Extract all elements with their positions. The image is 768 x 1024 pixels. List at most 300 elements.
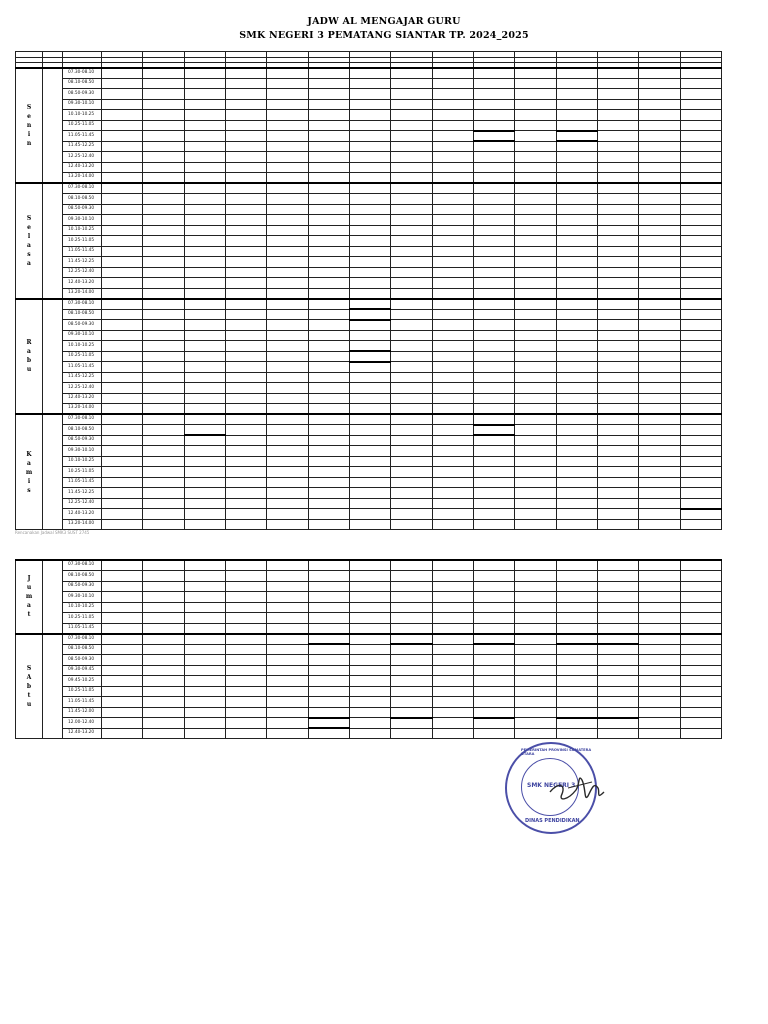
schedule-cell bbox=[102, 655, 143, 666]
schedule-cell bbox=[680, 141, 721, 152]
schedule-cell bbox=[143, 362, 184, 373]
schedule-cell bbox=[556, 120, 597, 131]
schedule-cell bbox=[556, 623, 597, 634]
schedule-cell bbox=[680, 131, 721, 142]
schedule-cell bbox=[473, 152, 514, 163]
schedule-cell bbox=[143, 571, 184, 582]
schedule-cell bbox=[597, 141, 638, 152]
schedule-cell bbox=[639, 288, 680, 299]
schedule-cell bbox=[184, 446, 225, 457]
schedule-cell bbox=[680, 278, 721, 289]
schedule-cell bbox=[391, 78, 432, 89]
schedule-cell bbox=[225, 488, 266, 499]
schedule-cell bbox=[184, 330, 225, 341]
schedule-cell bbox=[184, 623, 225, 634]
schedule-cell bbox=[225, 99, 266, 110]
schedule-cell bbox=[515, 581, 556, 592]
schedule-cell bbox=[473, 467, 514, 478]
schedule-cell bbox=[597, 602, 638, 613]
time-slot: 08.10-08.50 bbox=[63, 78, 102, 89]
table-row bbox=[16, 665, 722, 676]
schedule-cell bbox=[515, 425, 556, 436]
schedule-cell bbox=[102, 571, 143, 582]
schedule-cell bbox=[639, 99, 680, 110]
schedule-cell bbox=[556, 131, 597, 142]
schedule-cell bbox=[639, 257, 680, 268]
table-row bbox=[16, 236, 722, 247]
schedule-cell bbox=[556, 299, 597, 310]
schedule-cell bbox=[184, 383, 225, 394]
schedule-cell bbox=[639, 446, 680, 457]
time-slot: 09.45-10.25 bbox=[63, 676, 102, 687]
schedule-cell bbox=[432, 425, 473, 436]
schedule-cell bbox=[639, 509, 680, 520]
schedule-cell bbox=[473, 718, 514, 729]
schedule-cell bbox=[308, 362, 349, 373]
schedule-cell bbox=[515, 351, 556, 362]
schedule-cell bbox=[639, 488, 680, 499]
schedule-cell bbox=[639, 571, 680, 582]
schedule-cell bbox=[639, 309, 680, 320]
day-label: R a b u bbox=[16, 299, 43, 415]
schedule-cell bbox=[473, 707, 514, 718]
schedule-cell bbox=[102, 162, 143, 173]
time-slot: 13.20-14.00 bbox=[63, 519, 102, 530]
schedule-cell bbox=[391, 215, 432, 226]
schedule-cell bbox=[225, 655, 266, 666]
schedule-cell bbox=[556, 509, 597, 520]
schedule-cell bbox=[391, 519, 432, 530]
schedule-cell bbox=[102, 267, 143, 278]
time-slot: 11.45-12.25 bbox=[63, 372, 102, 383]
schedule-cell bbox=[225, 707, 266, 718]
schedule-cell bbox=[102, 309, 143, 320]
schedule-cell bbox=[515, 194, 556, 205]
schedule-cell bbox=[102, 120, 143, 131]
schedule-cell bbox=[349, 718, 390, 729]
schedule-cell bbox=[515, 393, 556, 404]
schedule-cell bbox=[680, 173, 721, 184]
schedule-cell bbox=[473, 634, 514, 645]
table-row bbox=[16, 162, 722, 173]
schedule-cell bbox=[680, 372, 721, 383]
schedule-cell bbox=[225, 309, 266, 320]
schedule-cell bbox=[102, 446, 143, 457]
schedule-cell bbox=[225, 613, 266, 624]
schedule-cell bbox=[143, 141, 184, 152]
schedule-cell bbox=[432, 456, 473, 467]
schedule-cell bbox=[225, 435, 266, 446]
schedule-cell bbox=[391, 183, 432, 194]
schedule-cell bbox=[432, 225, 473, 236]
schedule-cell bbox=[102, 183, 143, 194]
schedule-cell bbox=[102, 676, 143, 687]
schedule-cell bbox=[184, 309, 225, 320]
schedule-cell bbox=[184, 341, 225, 352]
schedule-cell bbox=[267, 446, 308, 457]
schedule-cell bbox=[349, 131, 390, 142]
schedule-cell bbox=[473, 435, 514, 446]
schedule-cell bbox=[267, 152, 308, 163]
schedule-cell bbox=[432, 467, 473, 478]
schedule-cell bbox=[184, 404, 225, 415]
schedule-cell bbox=[597, 498, 638, 509]
schedule-cell bbox=[391, 341, 432, 352]
schedule-cell bbox=[349, 309, 390, 320]
time-slot: 08.10-08.50 bbox=[63, 571, 102, 582]
schedule-cell bbox=[143, 236, 184, 247]
schedule-cell bbox=[184, 498, 225, 509]
schedule-cell bbox=[680, 404, 721, 415]
schedule-cell bbox=[432, 78, 473, 89]
schedule-cell bbox=[267, 120, 308, 131]
schedule-cell bbox=[391, 435, 432, 446]
schedule-cell bbox=[102, 194, 143, 205]
time-slot: 08.50-09.30 bbox=[63, 655, 102, 666]
schedule-cell bbox=[349, 341, 390, 352]
schedule-cell bbox=[267, 477, 308, 488]
schedule-cell bbox=[597, 707, 638, 718]
schedule-cell bbox=[391, 141, 432, 152]
schedule-cell bbox=[267, 89, 308, 100]
time-slot: 08.10-08.50 bbox=[63, 309, 102, 320]
schedule-cell bbox=[556, 655, 597, 666]
schedule-cell bbox=[639, 204, 680, 215]
schedule-cell bbox=[102, 404, 143, 415]
schedule-cell bbox=[225, 498, 266, 509]
schedule-cell bbox=[639, 68, 680, 79]
schedule-cell bbox=[515, 110, 556, 121]
table-row bbox=[16, 697, 722, 708]
schedule-cell bbox=[184, 372, 225, 383]
stamp-bottom-text: DINAS PENDIDIKAN bbox=[525, 818, 580, 824]
schedule-cell bbox=[473, 215, 514, 226]
schedule-cell bbox=[432, 509, 473, 520]
schedule-cell bbox=[143, 613, 184, 624]
schedule-cell bbox=[308, 183, 349, 194]
schedule-cell bbox=[102, 707, 143, 718]
schedule-cell bbox=[267, 613, 308, 624]
schedule-cell bbox=[680, 351, 721, 362]
schedule-cell bbox=[432, 676, 473, 687]
schedule-cell bbox=[556, 665, 597, 676]
schedule-table-page1 bbox=[15, 51, 722, 530]
schedule-cell bbox=[267, 341, 308, 352]
schedule-cell bbox=[473, 623, 514, 634]
schedule-cell bbox=[143, 246, 184, 257]
time-slot: 09.30-10.10 bbox=[63, 330, 102, 341]
schedule-cell bbox=[473, 267, 514, 278]
schedule-cell bbox=[515, 467, 556, 478]
schedule-cell bbox=[639, 560, 680, 571]
schedule-cell bbox=[515, 215, 556, 226]
schedule-cell bbox=[597, 383, 638, 394]
schedule-cell bbox=[639, 602, 680, 613]
schedule-cell bbox=[597, 676, 638, 687]
schedule-cell bbox=[267, 592, 308, 603]
schedule-cell bbox=[102, 152, 143, 163]
schedule-cell bbox=[184, 634, 225, 645]
schedule-cell bbox=[349, 267, 390, 278]
schedule-cell bbox=[267, 194, 308, 205]
schedule-cell bbox=[597, 68, 638, 79]
schedule-cell bbox=[515, 131, 556, 142]
schedule-cell bbox=[432, 393, 473, 404]
time-slot: 12.40-13.20 bbox=[63, 728, 102, 739]
schedule-cell bbox=[267, 299, 308, 310]
schedule-cell bbox=[143, 68, 184, 79]
schedule-cell bbox=[432, 581, 473, 592]
schedule-cell bbox=[349, 330, 390, 341]
schedule-cell bbox=[391, 246, 432, 257]
schedule-cell bbox=[597, 173, 638, 184]
time-slot: 09.30-10.10 bbox=[63, 215, 102, 226]
schedule-cell bbox=[184, 78, 225, 89]
schedule-cell bbox=[184, 676, 225, 687]
time-slot: 10.10-10.25 bbox=[63, 225, 102, 236]
schedule-cell bbox=[225, 446, 266, 457]
schedule-cell bbox=[308, 110, 349, 121]
schedule-cell bbox=[267, 330, 308, 341]
schedule-cell bbox=[308, 299, 349, 310]
schedule-cell bbox=[597, 571, 638, 582]
schedule-cell bbox=[515, 686, 556, 697]
schedule-cell bbox=[267, 236, 308, 247]
schedule-cell bbox=[515, 414, 556, 425]
schedule-cell bbox=[597, 425, 638, 436]
schedule-cell bbox=[225, 288, 266, 299]
schedule-cell bbox=[556, 257, 597, 268]
schedule-cell bbox=[225, 623, 266, 634]
schedule-cell bbox=[680, 362, 721, 373]
table-row bbox=[16, 435, 722, 446]
schedule-cell bbox=[102, 225, 143, 236]
table-row bbox=[16, 488, 722, 499]
schedule-cell bbox=[680, 665, 721, 676]
schedule-cell bbox=[680, 257, 721, 268]
schedule-cell bbox=[473, 194, 514, 205]
schedule-cell bbox=[680, 162, 721, 173]
schedule-cell bbox=[597, 665, 638, 676]
schedule-cell bbox=[308, 246, 349, 257]
schedule-cell bbox=[225, 68, 266, 79]
schedule-cell bbox=[267, 728, 308, 739]
schedule-cell bbox=[432, 99, 473, 110]
schedule-cell bbox=[556, 141, 597, 152]
schedule-cell bbox=[556, 288, 597, 299]
table-row bbox=[16, 634, 722, 645]
schedule-cell bbox=[391, 571, 432, 582]
schedule-cell bbox=[391, 644, 432, 655]
schedule-cell bbox=[308, 120, 349, 131]
schedule-cell bbox=[102, 435, 143, 446]
table-row bbox=[16, 299, 722, 310]
schedule-cell bbox=[391, 362, 432, 373]
schedule-cell bbox=[639, 383, 680, 394]
table-row bbox=[16, 718, 722, 729]
schedule-cell bbox=[308, 236, 349, 247]
table-row bbox=[16, 560, 722, 571]
day-label: S e n i n bbox=[16, 68, 43, 184]
schedule-cell bbox=[597, 718, 638, 729]
schedule-cell bbox=[143, 257, 184, 268]
schedule-cell bbox=[102, 425, 143, 436]
day-label: K a m i s bbox=[16, 414, 43, 530]
schedule-cell bbox=[225, 404, 266, 415]
schedule-cell bbox=[143, 718, 184, 729]
schedule-cell bbox=[597, 435, 638, 446]
schedule-cell bbox=[184, 393, 225, 404]
schedule-cell bbox=[639, 581, 680, 592]
schedule-cell bbox=[308, 351, 349, 362]
schedule-cell bbox=[143, 309, 184, 320]
schedule-cell bbox=[308, 623, 349, 634]
time-slot: 07.30-08.10 bbox=[63, 414, 102, 425]
schedule-cell bbox=[432, 204, 473, 215]
schedule-cell bbox=[515, 257, 556, 268]
schedule-cell bbox=[639, 120, 680, 131]
schedule-cell bbox=[473, 320, 514, 331]
schedule-cell bbox=[680, 320, 721, 331]
schedule-cell bbox=[556, 686, 597, 697]
time-slot: 13.20-14.00 bbox=[63, 404, 102, 415]
schedule-cell bbox=[639, 404, 680, 415]
schedule-cell bbox=[184, 592, 225, 603]
schedule-cell bbox=[102, 215, 143, 226]
schedule-cell bbox=[597, 267, 638, 278]
schedule-cell bbox=[349, 99, 390, 110]
schedule-cell bbox=[308, 519, 349, 530]
schedule-cell bbox=[184, 581, 225, 592]
schedule-cell bbox=[391, 120, 432, 131]
time-slot: 10.25-11.05 bbox=[63, 467, 102, 478]
schedule-cell bbox=[515, 183, 556, 194]
schedule-cell bbox=[349, 665, 390, 676]
schedule-cell bbox=[639, 341, 680, 352]
schedule-cell bbox=[184, 215, 225, 226]
schedule-cell bbox=[515, 634, 556, 645]
schedule-cell bbox=[267, 351, 308, 362]
schedule-cell bbox=[680, 288, 721, 299]
schedule-cell bbox=[597, 655, 638, 666]
schedule-cell bbox=[515, 644, 556, 655]
schedule-cell bbox=[391, 655, 432, 666]
schedule-cell bbox=[473, 162, 514, 173]
schedule-cell bbox=[308, 571, 349, 582]
schedule-cell bbox=[143, 602, 184, 613]
schedule-cell bbox=[267, 425, 308, 436]
schedule-cell bbox=[349, 225, 390, 236]
schedule-cell bbox=[102, 414, 143, 425]
schedule-cell bbox=[267, 644, 308, 655]
schedule-cell bbox=[680, 393, 721, 404]
schedule-cell bbox=[432, 655, 473, 666]
schedule-cell bbox=[473, 110, 514, 121]
schedule-cell bbox=[432, 320, 473, 331]
schedule-cell bbox=[597, 644, 638, 655]
schedule-cell bbox=[680, 560, 721, 571]
schedule-cell bbox=[267, 665, 308, 676]
schedule-cell bbox=[556, 99, 597, 110]
schedule-cell bbox=[515, 204, 556, 215]
schedule-cell bbox=[597, 225, 638, 236]
schedule-table-page2 bbox=[15, 559, 722, 739]
schedule-cell bbox=[556, 728, 597, 739]
schedule-cell bbox=[143, 581, 184, 592]
schedule-cell bbox=[102, 78, 143, 89]
schedule-cell bbox=[102, 236, 143, 247]
schedule-cell bbox=[225, 278, 266, 289]
schedule-cell bbox=[225, 602, 266, 613]
schedule-cell bbox=[308, 435, 349, 446]
schedule-cell bbox=[143, 676, 184, 687]
schedule-cell bbox=[308, 89, 349, 100]
schedule-cell bbox=[432, 728, 473, 739]
schedule-cell bbox=[225, 246, 266, 257]
time-slot: 12.40-13.20 bbox=[63, 278, 102, 289]
schedule-cell bbox=[391, 162, 432, 173]
schedule-cell bbox=[308, 341, 349, 352]
schedule-cell bbox=[680, 194, 721, 205]
schedule-cell bbox=[349, 414, 390, 425]
schedule-cell bbox=[639, 592, 680, 603]
time-slot: 10.25-11.05 bbox=[63, 351, 102, 362]
schedule-cell bbox=[267, 435, 308, 446]
schedule-cell bbox=[143, 519, 184, 530]
schedule-cell bbox=[143, 509, 184, 520]
schedule-cell bbox=[556, 707, 597, 718]
time-slot: 12.40-13.20 bbox=[63, 509, 102, 520]
schedule-cell bbox=[102, 581, 143, 592]
time-slot: 11.45-12.25 bbox=[63, 488, 102, 499]
time-slot: 10.25-11.05 bbox=[63, 236, 102, 247]
schedule-cell bbox=[267, 623, 308, 634]
schedule-cell bbox=[597, 194, 638, 205]
schedule-cell bbox=[680, 99, 721, 110]
page-title: JADW AL MENGAJAR GURU bbox=[307, 16, 461, 27]
time-slot: 10.10-10.25 bbox=[63, 110, 102, 121]
schedule-cell bbox=[473, 613, 514, 624]
schedule-cell bbox=[556, 718, 597, 729]
time-slot: 12.40-13.20 bbox=[63, 162, 102, 173]
schedule-cell bbox=[143, 225, 184, 236]
table-row bbox=[16, 267, 722, 278]
schedule-cell bbox=[267, 372, 308, 383]
schedule-cell bbox=[102, 634, 143, 645]
schedule-cell bbox=[184, 299, 225, 310]
schedule-cell bbox=[184, 686, 225, 697]
schedule-cell bbox=[639, 728, 680, 739]
schedule-cell bbox=[391, 173, 432, 184]
table-row bbox=[16, 707, 722, 718]
schedule-cell bbox=[432, 309, 473, 320]
schedule-cell bbox=[349, 655, 390, 666]
schedule-cell bbox=[143, 560, 184, 571]
schedule-cell bbox=[556, 477, 597, 488]
schedule-cell bbox=[556, 571, 597, 582]
table-row bbox=[16, 278, 722, 289]
schedule-cell bbox=[391, 728, 432, 739]
schedule-cell bbox=[639, 162, 680, 173]
schedule-cell bbox=[143, 173, 184, 184]
schedule-cell bbox=[143, 110, 184, 121]
schedule-cell bbox=[432, 560, 473, 571]
schedule-cell bbox=[225, 78, 266, 89]
schedule-cell bbox=[432, 477, 473, 488]
schedule-cell bbox=[308, 728, 349, 739]
schedule-cell bbox=[432, 173, 473, 184]
schedule-cell bbox=[515, 456, 556, 467]
